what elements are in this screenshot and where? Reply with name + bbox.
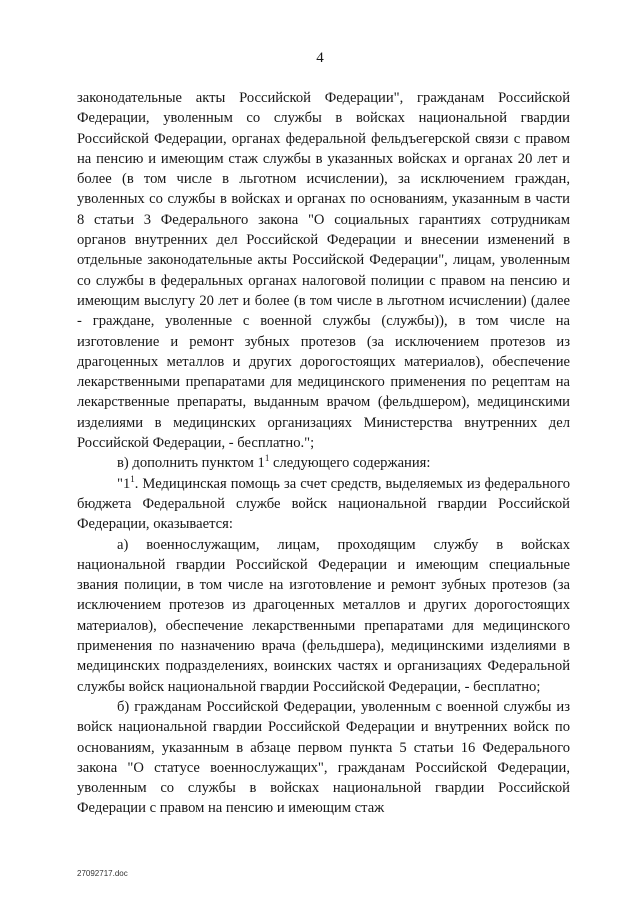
paragraph-continuation: законодательные акты Российской Федерации", гражданам Российской Федерации, уволенным со службы в войсках национальной гвардии Российской Федерации, органах федеральной фельдъегерской связи с правом на пенсию и имеющим стаж службы в указанных войсках и органах 20 лет и более (в том числе в льготном исчислении), за исключением граждан, уволенных со службы в войсках и органах по основаниям, указанным в части 8 статьи 3 Федерального закона "О социальных гарантиях сотрудникам органов внутренних дел Российской Федерации и внесении изменений в отдельные законодательные акты Российской Федерации", лицам, уволенным со службы в федеральных органах налоговой полиции с правом на пенсию и имеющим выслугу 20 лет и более (в том числе в льготном исчислении) (далее - граждане, уволенные с военной службы (службы)), в том числе на изготовление и ремонт зубных протезов (за исключением протезов из драгоценных металлов и других дорогостоящих материалов), обеспечение лекарственными препаратами для медицинского применения по рецептам на лекарственные препараты, выданным врачом (фельдшером), медицинскими изделиями в медицинских организациях Министерства внутренних дел Российской Федерации, - бесплатно."; — [77, 90, 570, 452]
superscript-index: 1 — [130, 473, 135, 484]
superscript-index: 1 — [264, 453, 270, 464]
paragraph-amendment-v — [77, 453, 570, 473]
document-body — [77, 88, 570, 819]
paragraph-amendment-v-text-start: в) дополнить пунктом 1 — [117, 455, 265, 472]
clause-text: . Медицинская помощь за счет средств, выделяемых из федерального бюджета Федеральной службе войск национальной гвардии Российской Федерации, оказывается: — [77, 475, 570, 533]
paragraph-subclause-a: а) военнослужащим, лицам, проходящим службу в войсках национальной гвардии Российской Федерации и имеющим специальные звания полиции, в том числе на изготовление и ремонт зубных протезов (за исключением протезов из драгоценных металлов и других дорогостоящих материалов), обеспечение лекарственными препаратами для медицинского применения по назначению врача (фельдшера), медицинскими изделиями в медицинских подразделениях, воинских частях и организациях Федеральной службы войск национальной гвардии Российской Федерации, - бесплатно; — [77, 536, 570, 695]
footer-filename: 27092717.doc — [77, 869, 128, 878]
page-number: 4 — [316, 50, 324, 66]
clause-number: "1 — [117, 475, 131, 492]
paragraph-clause-1-1 — [77, 474, 570, 535]
paragraph-amendment-v-text-end: следующего содержания: — [269, 455, 431, 472]
paragraph-subclause-b: б) гражданам Российской Федерации, уволенным с военной службы из войск национальной гвардии Российской Федерации и внутренних войск по основаниям, указанным в абзаце первом пункта 5 статьи 16 Федерального закона "О статусе военнослужащих", гражданам Российской Федерации, уволенным со службы в войсках национальной гвардии Российской Федерации с правом на пенсию и имеющим стаж — [77, 698, 570, 817]
